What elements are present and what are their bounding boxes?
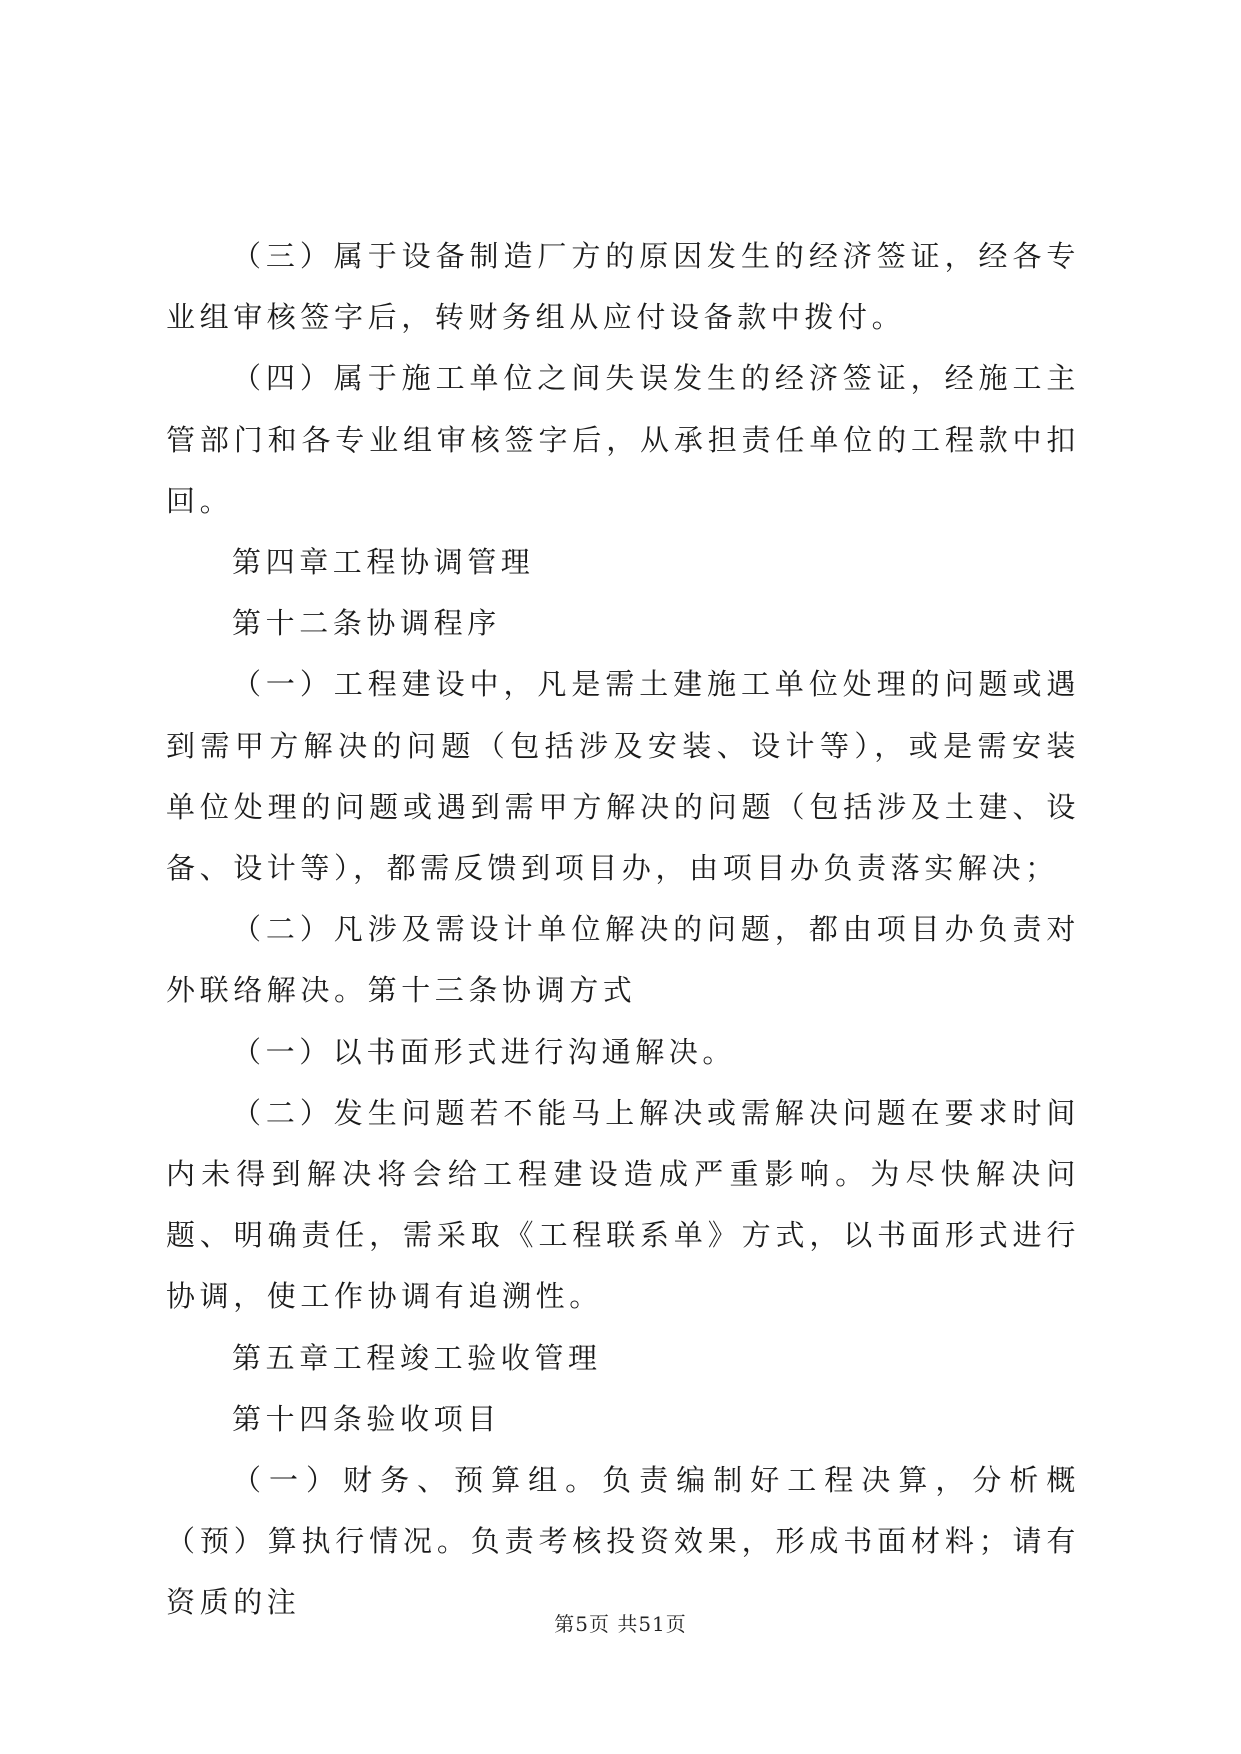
- chapter-5-heading: 第五章工程竣工验收管理: [232, 1340, 602, 1375]
- paragraph-coordination-2: （二）凡涉及需设计单位解决的问题，都由项目办负责对外联络解决。第十三条协调方式: [166, 912, 1080, 1008]
- page-number-footer: 第5页 共51页: [554, 1612, 687, 1636]
- chapter-4-heading: 第四章工程协调管理: [232, 545, 535, 580]
- article-14-heading: 第十四条验收项目: [232, 1401, 501, 1436]
- paragraph-acceptance-1: （一）财务、预算组。负责编制好工程决算，分析概（预）算执行情况。负责考核投资效果，形成书面材料；请有资质的注: [166, 1463, 1080, 1620]
- paragraph-method-2: （二）发生问题若不能马上解决或需解决问题在要求时间内未得到解决将会给工程建设造成严重影响。为尽快解决问题、明确责任，需采取《工程联系单》方式，以书面形式进行协调，使工作协调有追溯性。: [166, 1095, 1080, 1314]
- paragraph-clause-4: （四）属于施工单位之间失误发生的经济签证，经施工主管部门和各专业组审核签字后，从承担责任单位的工程款中扣回。: [166, 361, 1080, 518]
- document-body: [166, 226, 1080, 1634]
- paragraph-coordination-1: （一）工程建设中，凡是需土建施工单位处理的问题或遇到需甲方解决的问题（包括涉及安装、设计等），或是需安装单位处理的问题或遇到需甲方解决的问题（包括涉及土建、设备、设计等），都需反馈到项目办，由项目办负责落实解决；: [166, 667, 1080, 886]
- article-12-heading: 第十二条协调程序: [232, 606, 501, 641]
- paragraph-clause-3: （三）属于设备制造厂方的原因发生的经济签证，经各专业组审核签字后，转财务组从应付设备款中拨付。: [166, 239, 1080, 335]
- paragraph-method-1: （一）以书面形式进行沟通解决。: [232, 1034, 737, 1069]
